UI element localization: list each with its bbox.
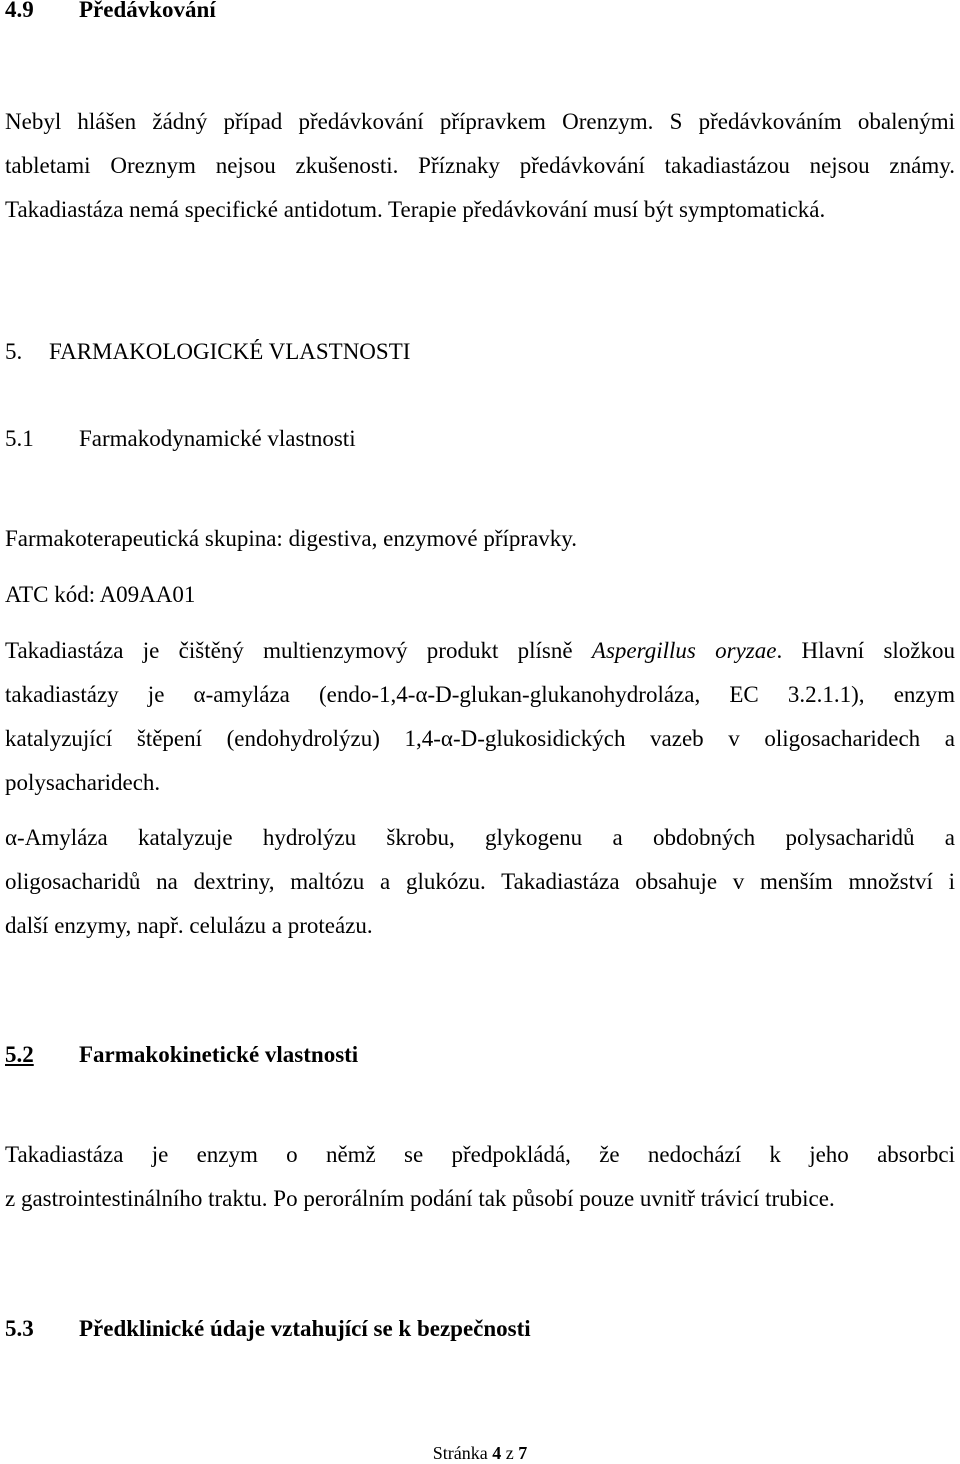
section-heading-5-2 xyxy=(5,1042,358,1068)
section-title: FARMAKOLOGICKÉ VLASTNOSTI xyxy=(49,339,411,364)
paragraph-line: α-Amyláza katalyzuje hydrolýzu škrobu, glykogenu a obdobných polysacharidů a xyxy=(5,825,955,850)
paragraph-line: oligosacharidů na dextriny, maltózu a glukózu. Takadiastáza obsahuje v menším množství i xyxy=(5,869,955,894)
paragraph-line: další enzymy, např. celulázu a proteázu. xyxy=(5,913,373,938)
footer-total-pages: 7 xyxy=(518,1443,528,1463)
section-title: Farmakodynamické vlastnosti xyxy=(79,426,356,451)
paragraph-line: Takadiastáza nemá specifické antidotum. Terapie předávkování musí být symptomatická. xyxy=(5,197,826,222)
section-title: Předávkování xyxy=(79,0,216,22)
section-number: 5.2 xyxy=(5,1042,34,1067)
section-number: 4.9 xyxy=(5,0,34,22)
section-number: 5.3 xyxy=(5,1316,34,1341)
paragraph-line: z gastrointestinálního traktu. Po perorálním podání tak působí pouze uvnitř trávicí trubice. xyxy=(5,1186,835,1211)
paragraph-line: katalyzující štěpení (endohydrolýzu) 1,4-α-D-glukosidických vazeb v oligosacharidech a xyxy=(5,726,955,751)
page-footer xyxy=(0,1443,960,1464)
paragraph-line: Takadiastáza je enzym o němž se předpokládá, že nedochází k jeho absorbci xyxy=(5,1142,955,1167)
footer-prefix: Stránka xyxy=(432,1443,493,1463)
text-span: . Hlavní složkou xyxy=(776,638,955,663)
paragraph-line: takadiastázy je α-amyláza (endo-1,4-α-D-glukan-glukanohydroláza, EC 3.2.1.1), enzym xyxy=(5,682,955,707)
section-title: Farmakokinetické vlastnosti xyxy=(79,1042,359,1067)
section-title: Předklinické údaje vztahující se k bezpečnosti xyxy=(79,1316,531,1341)
paragraph-line: tabletami Oreznym nejsou zkušenosti. Příznaky předávkování takadiastázou nejsou známy. xyxy=(5,153,955,178)
section-heading-4-9 xyxy=(5,0,216,23)
paragraph-line: polysacharidech. xyxy=(5,770,161,795)
footer-separator: z xyxy=(501,1443,519,1463)
section-number: 5.1 xyxy=(5,426,34,451)
text-span: Takadiastáza je čištěný multienzymový produkt plísně xyxy=(5,638,592,663)
section-heading-5-1 xyxy=(5,426,356,452)
section-heading-5 xyxy=(5,339,410,365)
paragraph-line: ATC kód: A09AA01 xyxy=(5,582,196,607)
italic-species-name: Aspergillus oryzae xyxy=(591,638,777,663)
paragraph-line: Farmakoterapeutická skupina: digestiva, enzymové přípravky. xyxy=(5,526,578,551)
footer-page-number: 4 xyxy=(492,1443,502,1463)
section-heading-5-3 xyxy=(5,1316,531,1342)
section-number: 5. xyxy=(5,339,23,364)
paragraph-line xyxy=(5,638,955,664)
paragraph-line: Nebyl hlášen žádný případ předávkování přípravkem Orenzym. S předávkováním obalenými xyxy=(5,109,955,134)
